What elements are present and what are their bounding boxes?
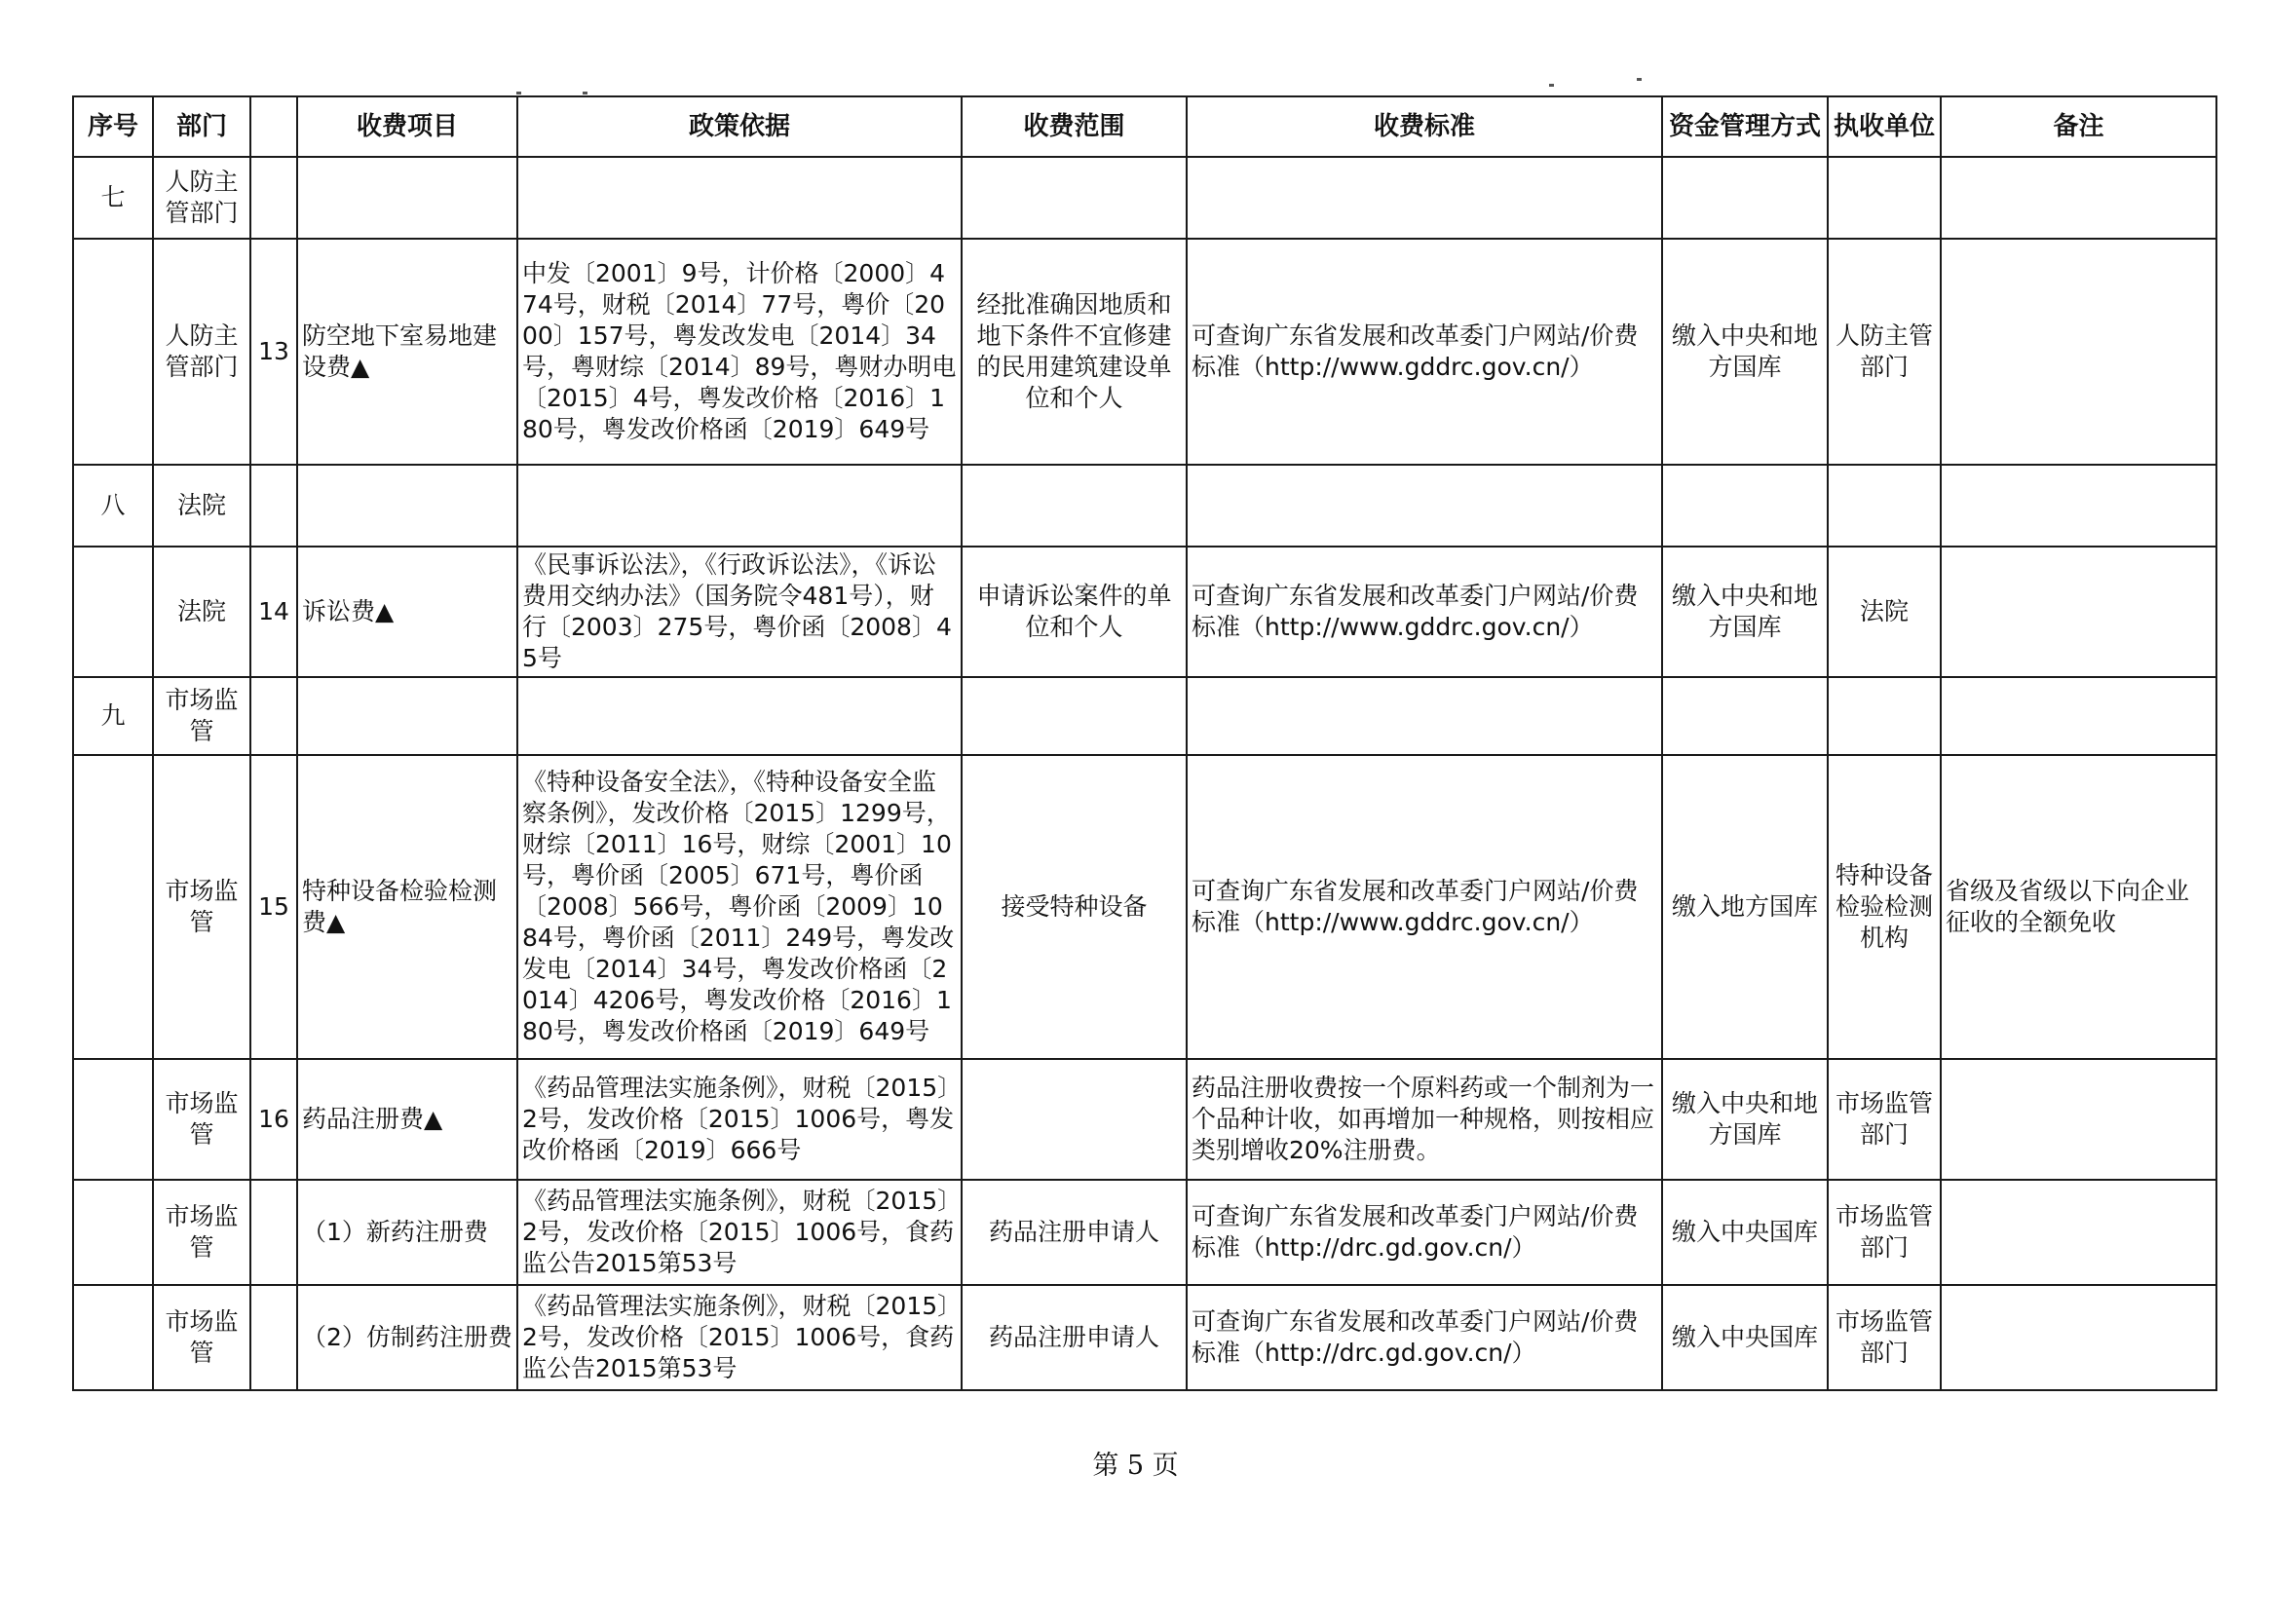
fee-table — [72, 95, 2217, 1391]
row-remarks: 省级及省级以下向企业征收的全额免收 — [1941, 755, 2216, 1059]
header-collector: 执收单位 — [1828, 96, 1941, 157]
row-fund-mgmt: 缴入中央和地方国库 — [1662, 1059, 1828, 1180]
table-row — [73, 547, 2216, 677]
row-dept: 市场监管 — [153, 755, 250, 1059]
row-dept: 市场监管 — [153, 1059, 250, 1180]
section-number: 八 — [73, 465, 153, 547]
row-dept: 市场监管 — [153, 1285, 250, 1390]
row-collector: 法院 — [1828, 547, 1941, 677]
row-collector: 人防主管部门 — [1828, 239, 1941, 465]
table-row — [73, 1059, 2216, 1180]
row-item: 药品注册费▲ — [297, 1059, 517, 1180]
row-collector: 市场监管部门 — [1828, 1059, 1941, 1180]
row-num: 15 — [250, 755, 297, 1059]
section-row — [73, 677, 2216, 755]
row-standard: 可查询广东省发展和改革委门户网站/价费标准（http://www.gddrc.gov.cn/） — [1187, 547, 1662, 677]
scan-speck — [583, 92, 587, 94]
row-fund-mgmt: 缴入地方国库 — [1662, 755, 1828, 1059]
row-dept: 法院 — [153, 547, 250, 677]
row-remarks — [1941, 1059, 2216, 1180]
section-number: 七 — [73, 157, 153, 239]
header-row — [73, 96, 2216, 157]
row-scope: 药品注册申请人 — [962, 1285, 1187, 1390]
row-num: 16 — [250, 1059, 297, 1180]
row-policy: 《药品管理法实施条例》，财税〔2015〕2号，发改价格〔2015〕1006号，食药监公告2015第53号 — [517, 1180, 962, 1285]
row-dept: 人防主管部门 — [153, 239, 250, 465]
section-row — [73, 465, 2216, 547]
table-row — [73, 1285, 2216, 1390]
row-num: 14 — [250, 547, 297, 677]
row-standard: 可查询广东省发展和改革委门户网站/价费标准（http://www.gddrc.gov.cn/） — [1187, 239, 1662, 465]
scan-speck — [1549, 84, 1554, 87]
row-policy: 中发〔2001〕9号，计价格〔2000〕474号，财税〔2014〕77号，粤价〔2000〕157号，粤发改发电〔2014〕34号，粤财综〔2014〕89号，粤财办明电〔2015〕4号，粤发改价格〔2016〕180号，粤发改价格函〔2019〕649号 — [517, 239, 962, 465]
row-policy: 《药品管理法实施条例》，财税〔2015〕2号，发改价格〔2015〕1006号，食药监公告2015第53号 — [517, 1285, 962, 1390]
row-scope: 药品注册申请人 — [962, 1180, 1187, 1285]
section-row — [73, 157, 2216, 239]
row-item: 诉讼费▲ — [297, 547, 517, 677]
header-fund-mgmt: 资金管理方式 — [1662, 96, 1828, 157]
row-dept: 市场监管 — [153, 1180, 250, 1285]
row-num — [250, 1285, 297, 1390]
row-collector: 特种设备检验检测机构 — [1828, 755, 1941, 1059]
row-scope: 申请诉讼案件的单位和个人 — [962, 547, 1187, 677]
row-item: （1）新药注册费 — [297, 1180, 517, 1285]
row-remarks — [1941, 547, 2216, 677]
row-standard: 可查询广东省发展和改革委门户网站/价费标准（http://www.gddrc.gov.cn/） — [1187, 755, 1662, 1059]
row-num — [250, 1180, 297, 1285]
table-row — [73, 1180, 2216, 1285]
scan-speck — [1637, 78, 1642, 81]
header-standard: 收费标准 — [1187, 96, 1662, 157]
table-row — [73, 755, 2216, 1059]
row-scope: 经批准确因地质和地下条件不宜修建的民用建筑建设单位和个人 — [962, 239, 1187, 465]
row-fund-mgmt: 缴入中央和地方国库 — [1662, 239, 1828, 465]
row-num: 13 — [250, 239, 297, 465]
header-num — [250, 96, 297, 157]
row-standard: 可查询广东省发展和改革委门户网站/价费标准（http://drc.gd.gov.cn/） — [1187, 1180, 1662, 1285]
header-seq: 序号 — [73, 96, 153, 157]
header-scope: 收费范围 — [962, 96, 1187, 157]
page-number: 第 5 页 — [1092, 1451, 1179, 1481]
header-item: 收费项目 — [297, 96, 517, 157]
row-fund-mgmt: 缴入中央国库 — [1662, 1180, 1828, 1285]
row-standard: 可查询广东省发展和改革委门户网站/价费标准（http://drc.gd.gov.cn/） — [1187, 1285, 1662, 1390]
row-fund-mgmt: 缴入中央和地方国库 — [1662, 547, 1828, 677]
row-fund-mgmt: 缴入中央国库 — [1662, 1285, 1828, 1390]
row-scope: 接受特种设备 — [962, 755, 1187, 1059]
row-item: （2）仿制药注册费 — [297, 1285, 517, 1390]
row-scope — [962, 1059, 1187, 1180]
section-name: 法院 — [153, 465, 250, 547]
row-policy: 《特种设备安全法》，《特种设备安全监察条例》，发改价格〔2015〕1299号，财综〔2011〕16号，财综〔2001〕10号，粤价函〔2005〕671号，粤价函〔2008〕566号，粤价函〔2009〕1084号，粤价函〔2011〕249号，粤发改发电〔2014〕34号，粤发改价格函〔2014〕4206号，粤发改价格〔2016〕180号，粤发改价格函〔2019〕649号 — [517, 755, 962, 1059]
row-policy: 《药品管理法实施条例》，财税〔2015〕2号，发改价格〔2015〕1006号，粤发改价格函〔2019〕666号 — [517, 1059, 962, 1180]
row-remarks — [1941, 239, 2216, 465]
row-standard: 药品注册收费按一个原料药或一个制剂为一个品种计收，如再增加一种规格，则按相应类别增收20%注册费。 — [1187, 1059, 1662, 1180]
row-item: 防空地下室易地建设费▲ — [297, 239, 517, 465]
header-dept: 部门 — [153, 96, 250, 157]
section-number: 九 — [73, 677, 153, 755]
table-row — [73, 239, 2216, 465]
header-policy: 政策依据 — [517, 96, 962, 157]
section-name: 人防主管部门 — [153, 157, 250, 239]
row-remarks — [1941, 1180, 2216, 1285]
header-remarks: 备注 — [1941, 96, 2216, 157]
row-item: 特种设备检验检测费▲ — [297, 755, 517, 1059]
row-policy: 《民事诉讼法》，《行政诉讼法》，《诉讼费用交纳办法》（国务院令481号），财行〔2003〕275号，粤价函〔2008〕45号 — [517, 547, 962, 677]
row-remarks — [1941, 1285, 2216, 1390]
row-collector: 市场监管部门 — [1828, 1180, 1941, 1285]
section-name: 市场监管 — [153, 677, 250, 755]
scan-speck — [516, 92, 521, 94]
row-collector: 市场监管部门 — [1828, 1285, 1941, 1390]
